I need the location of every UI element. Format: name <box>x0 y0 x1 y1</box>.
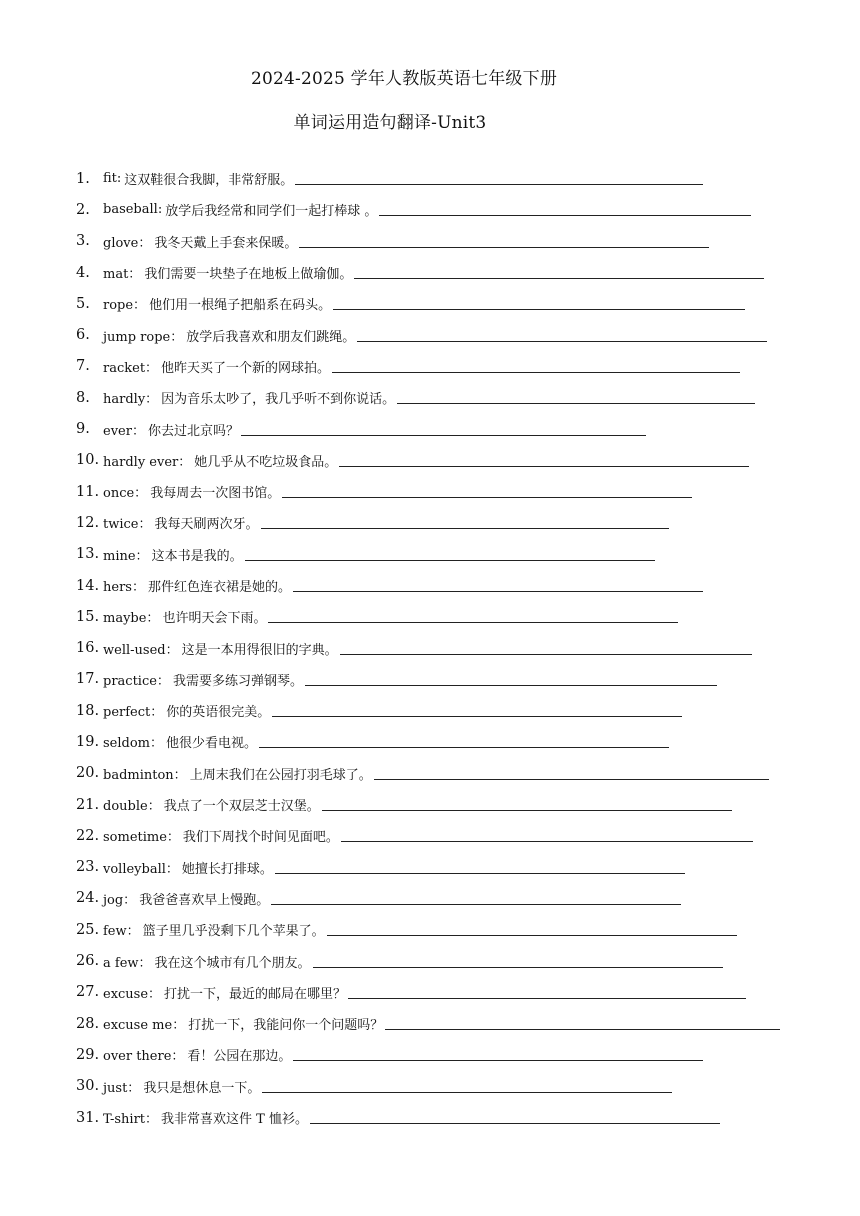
item-number: 25. <box>76 921 100 938</box>
answer-blank[interactable] <box>293 1048 703 1061</box>
item-number: 2. <box>76 201 90 218</box>
answer-blank[interactable] <box>261 516 669 529</box>
item-number: 16. <box>76 640 100 657</box>
exercise-item <box>76 1102 816 1133</box>
item-word: double： <box>103 799 161 815</box>
item-sentence: 上周末我们在公园打羽毛球了。 <box>189 767 372 783</box>
exercise-item <box>76 977 816 1008</box>
answer-blank[interactable] <box>282 485 692 498</box>
exercise-item <box>76 789 816 820</box>
item-sentence: 因为音乐太吵了，我几乎听不到你说话。 <box>161 392 396 408</box>
item-word: perfect： <box>103 705 164 721</box>
item-number: 21. <box>76 796 100 813</box>
item-word: excuse me： <box>103 1018 186 1034</box>
item-number: 13. <box>76 546 100 563</box>
item-word: hers： <box>103 580 145 595</box>
item-word: twice： <box>103 517 152 533</box>
item-sentence: 打扰一下，我能问你一个问题吗？ <box>188 1018 384 1034</box>
answer-blank[interactable] <box>348 986 746 999</box>
item-sentence: 我需要多练习弹钢琴。 <box>172 673 303 689</box>
item-number: 14. <box>76 577 100 594</box>
exercise-item <box>76 1071 816 1102</box>
item-word: fit: <box>103 171 122 187</box>
answer-blank[interactable] <box>313 955 723 968</box>
item-number: 22. <box>76 827 100 844</box>
answer-blank[interactable] <box>271 892 681 905</box>
answer-blank[interactable] <box>385 1017 780 1030</box>
item-word: volleyball： <box>103 861 179 877</box>
answer-blank[interactable] <box>268 610 678 623</box>
item-word: practice： <box>103 673 170 689</box>
item-word: seldom： <box>103 736 163 752</box>
exercise-item <box>76 852 816 883</box>
item-number: 12. <box>76 514 100 531</box>
item-word: sometime： <box>103 830 180 846</box>
item-sentence: 她几乎从不吃垃圾食品。 <box>194 454 338 470</box>
item-word: jump rope： <box>103 329 184 345</box>
item-sentence: 打扰一下，最近的邮局在哪里？ <box>164 986 347 1002</box>
item-word: mine： <box>103 548 149 564</box>
answer-blank[interactable] <box>340 642 752 655</box>
item-sentence: 她擅长打排球。 <box>181 861 273 877</box>
answer-blank[interactable] <box>295 172 703 185</box>
item-number: 29. <box>76 1046 100 1063</box>
item-sentence: 篮子里几乎没剩下几个苹果了。 <box>142 924 325 940</box>
item-sentence: 这本书是我的。 <box>151 548 243 564</box>
item-number: 1. <box>76 170 90 187</box>
item-sentence: 他们用一根绳子把船系在码头。 <box>149 298 332 314</box>
answer-blank[interactable] <box>305 673 717 686</box>
answer-blank[interactable] <box>327 923 737 936</box>
answer-blank[interactable] <box>354 266 764 279</box>
item-sentence: 那件红色连衣裙是她的。 <box>147 580 291 595</box>
item-number: 3. <box>76 233 90 250</box>
answer-blank[interactable] <box>245 548 655 561</box>
exercise-item <box>76 914 816 945</box>
item-word: once： <box>103 486 148 502</box>
item-word: jog： <box>103 892 137 908</box>
answer-blank[interactable] <box>397 391 755 404</box>
exercise-item <box>76 664 816 695</box>
item-word: mat： <box>103 267 142 283</box>
item-number: 15. <box>76 608 100 625</box>
exercise-item <box>76 257 816 288</box>
answer-blank[interactable] <box>339 454 749 467</box>
item-sentence: 这双鞋很合我脚，非常舒服。 <box>124 173 294 189</box>
exercise-item <box>76 226 816 257</box>
item-word: baseball: <box>103 202 163 218</box>
item-number: 24. <box>76 890 100 907</box>
item-sentence: 我冬天戴上手套来保暖。 <box>154 235 298 251</box>
item-word: badminton： <box>103 767 187 783</box>
item-number: 7. <box>76 358 90 375</box>
answer-blank[interactable] <box>379 203 751 216</box>
answer-blank[interactable] <box>293 579 703 592</box>
item-number: 8. <box>76 389 90 406</box>
page-subtitle: 单词运用造句翻译-Unit3 <box>293 113 487 133</box>
exercise-item <box>76 945 816 976</box>
item-sentence: 我们下周找个时间见面吧。 <box>182 830 339 846</box>
item-word: well-used： <box>103 642 179 658</box>
answer-blank[interactable] <box>332 360 740 373</box>
answer-blank[interactable] <box>333 297 745 310</box>
item-sentence: 放学后我喜欢和朋友们跳绳。 <box>186 329 356 345</box>
exercise-item <box>76 319 816 350</box>
exercise-item <box>76 570 816 601</box>
item-word: ever： <box>103 423 145 439</box>
exercise-item <box>76 382 816 413</box>
item-word: hardly： <box>103 392 159 408</box>
item-word: just： <box>103 1080 141 1096</box>
answer-blank[interactable] <box>241 423 646 436</box>
item-word: T-shirt： <box>103 1112 159 1128</box>
exercise-item <box>76 695 816 726</box>
exercise-item <box>76 445 816 476</box>
item-sentence: 你的英语很完美。 <box>166 705 271 721</box>
item-sentence: 我每周去一次图书馆。 <box>150 486 281 502</box>
answer-blank[interactable] <box>275 861 685 874</box>
item-number: 31. <box>76 1109 100 1126</box>
item-number: 19. <box>76 733 100 750</box>
exercise-item <box>76 507 816 538</box>
item-word: maybe： <box>103 611 160 627</box>
answer-blank[interactable] <box>262 1080 672 1093</box>
item-number: 30. <box>76 1078 100 1095</box>
item-word: hardly ever： <box>103 454 192 470</box>
exercise-item <box>76 726 816 757</box>
exercise-item <box>76 163 816 194</box>
item-word: over there： <box>103 1049 185 1065</box>
item-word: rope： <box>103 298 147 314</box>
exercise-item <box>76 632 816 663</box>
item-sentence: 看！公园在那边。 <box>187 1049 292 1065</box>
item-word: glove： <box>103 235 152 251</box>
item-sentence: 他很少看电视。 <box>166 736 258 752</box>
exercise-item <box>76 1039 816 1070</box>
item-word: few： <box>103 924 140 940</box>
exercise-item <box>76 476 816 507</box>
item-sentence: 他昨天买了一个新的网球拍。 <box>161 360 331 376</box>
exercise-item <box>76 820 816 851</box>
exercise-item <box>76 883 816 914</box>
item-number: 5. <box>76 295 90 312</box>
item-number: 20. <box>76 765 100 782</box>
answer-blank[interactable] <box>310 1111 720 1124</box>
exercise-item <box>76 194 816 225</box>
answer-blank[interactable] <box>272 704 682 717</box>
exercise-item <box>76 539 816 570</box>
exercise-item <box>76 601 816 632</box>
exercise-list <box>76 163 816 1133</box>
item-sentence: 我每天刷两次牙。 <box>154 517 259 533</box>
item-number: 27. <box>76 984 100 1001</box>
item-sentence: 我非常喜欢这件 T 恤衫。 <box>161 1112 308 1128</box>
item-number: 18. <box>76 702 100 719</box>
item-number: 11. <box>76 483 100 500</box>
item-number: 26. <box>76 953 100 970</box>
exercise-item <box>76 413 816 444</box>
answer-blank[interactable] <box>341 829 753 842</box>
item-word: a few： <box>103 955 152 971</box>
item-number: 17. <box>76 671 100 688</box>
exercise-item <box>76 1008 816 1039</box>
item-number: 6. <box>76 327 90 344</box>
item-word: racket： <box>103 360 159 376</box>
item-sentence: 也许明天会下雨。 <box>162 611 267 627</box>
item-sentence: 这是一本用得很旧的字典。 <box>181 642 338 658</box>
item-number: 28. <box>76 1015 100 1032</box>
answer-blank[interactable] <box>374 767 769 780</box>
answer-blank[interactable] <box>357 329 767 342</box>
item-sentence: 我爸爸喜欢早上慢跑。 <box>139 892 270 908</box>
page-title: 2024-2025 学年人教版英语七年级下册 <box>250 69 558 89</box>
answer-blank[interactable] <box>259 735 669 748</box>
exercise-item <box>76 351 816 382</box>
item-number: 23. <box>76 859 100 876</box>
item-sentence: 我只是想休息一下。 <box>143 1080 261 1096</box>
item-number: 9. <box>76 421 90 438</box>
item-sentence: 你去过北京吗？ <box>147 423 239 439</box>
exercise-item <box>76 288 816 319</box>
item-number: 4. <box>76 264 90 281</box>
item-sentence: 我点了一个双层芝士汉堡。 <box>163 799 320 815</box>
item-sentence: 放学后我经常和同学们一起打棒球 。 <box>165 204 378 220</box>
answer-blank[interactable] <box>299 235 709 248</box>
item-sentence: 我们需要一块垫子在地板上做瑜伽。 <box>144 267 353 283</box>
item-number: 10. <box>76 452 100 469</box>
exercise-item <box>76 758 816 789</box>
answer-blank[interactable] <box>322 798 732 811</box>
item-sentence: 我在这个城市有几个朋友。 <box>154 955 311 971</box>
item-word: excuse： <box>103 986 162 1002</box>
